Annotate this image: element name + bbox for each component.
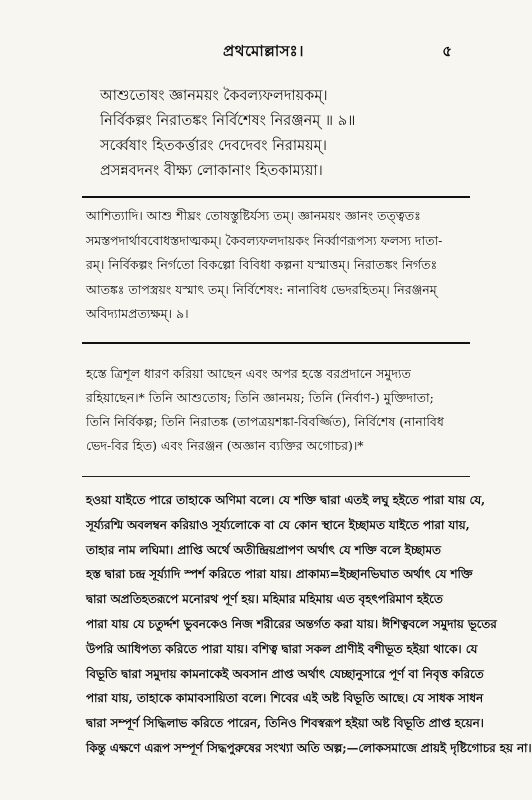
translation-line: হস্তে ত্রিশূল ধারণ করিয়া আছেন এবং অপর হস্তে বরপ্রদানে সমুদ্যত bbox=[86, 366, 411, 381]
footnote-line: দ্বারা অপ্রতিহতরূপে মনোরথ পূর্ণ হয়। মহিমার মহিমায় এত বৃহৎপরিমাণ হইতে bbox=[86, 592, 443, 607]
commentary-line: রম্। নির্বিকল্পং নির্গতো বিকল্পো বিবিধা কল্পনা যস্মাত্তম্। নিরাতঙ্কং নির্গতঃ bbox=[86, 257, 438, 272]
verse-line: সর্ব্বেষাং হিতকর্ত্তারং দেবদেবং নিরাময়ম্। bbox=[100, 138, 327, 154]
sanskrit-verses bbox=[100, 84, 500, 184]
verse-line: নির্বিকল্পং নিরাতঙ্কং নির্বিশেষং নিরঞ্জনম্ ॥ ৯॥ bbox=[100, 113, 356, 129]
section-divider bbox=[82, 196, 470, 198]
commentary-line: সমস্তপদার্থাববোধস্তদাত্মকম্। কৈবল্যফলদায়কং নির্ব্বাণরূপস্য ফলস্য দাতা- bbox=[86, 232, 443, 248]
translation-line: তিনি নির্বিকল্প; তিনি নিরাতঙ্ক (তাপত্রয়শঙ্কা-বিবর্জ্জিত), নির্বিশেষ (নানাবিধ bbox=[86, 414, 444, 429]
footnote-divider bbox=[82, 476, 470, 477]
footnote-line: পারা যায় যে চতুর্দ্দশ ভুবনকেও নিজ শরীরের অন্তর্গত করা যায়। ঈশিত্ববলে সমুদায় ভূতের bbox=[86, 616, 497, 631]
footnote-line: কিন্তু এক্ষণে এরূপ সম্পূর্ণ সিদ্ধপুরুষের সংখ্যা অতি অল্প;—লোকসমাজে প্রায়ই দৃষ্টিগোচর হয় না। bbox=[86, 740, 532, 755]
bengali-translation bbox=[86, 362, 472, 458]
commentary-line: অবিদ্যামপ্রত্যক্ষম্। ৯। bbox=[86, 306, 189, 321]
footnote-line: হস্ত দ্বারা চন্দ্র সূর্য্যাদি স্পর্শ করিতে পারা যায়। প্রাকাম্য=ইচ্ছানভিঘাত অর্থাৎ যে শক্তি bbox=[86, 567, 473, 582]
footnote-line: পারা যায়, তাহাকে কামাবসায়িতা বলে। শিবের এই অষ্ট বিভূতি আছে। যে সাধক সাধন bbox=[86, 691, 484, 706]
sanskrit-commentary bbox=[86, 204, 472, 327]
page-number: ৫ bbox=[442, 42, 452, 60]
footnote-line: হওয়া যাইতে পারে তাহাকে অণিমা বলে। যে শক্তি দ্বারা এতই লঘু হইতে পারা যায় যে, bbox=[86, 493, 486, 507]
footnote-line: সূর্য্যরশ্মি অবলম্বন করিয়াও সূর্য্যলোকে বা যে কোন স্থানে ইচ্ছামত যাইতে পারা যায়, bbox=[86, 517, 470, 532]
footnote-line: তাহার নাম লঘিমা। প্রাপ্তি অর্থে অতীন্দ্রিয়প্রাপণ অর্থাৎ যে শক্তি বলে ইচ্ছামত bbox=[86, 542, 441, 557]
translation-line: রহিয়াছেন।* তিনি আশুতোষ; তিনি জ্ঞানময়; তিনি (নির্বাণ-) মুক্তিদাতা; bbox=[86, 390, 434, 405]
verse-line: প্রসন্নবদনং বীক্ষ্য লোকানাং হিতকাম্যয়া। bbox=[100, 163, 323, 179]
footnote-line: বিভূতি দ্বারা সমুদায় কামনাকেই অবসান প্রাপ্ত অর্থাৎ যেচ্ছানুসারে পূর্ণ বা নিবৃত্ত করিতে bbox=[86, 666, 484, 681]
page-header bbox=[0, 40, 527, 64]
commentary-line: আতঙ্কঃ তাপস্ত্রয়ং যস্মাৎ তম্। নির্বিশেষং: নানাবিধ ভেদরহিতম্। নিরঞ্জনম্ bbox=[86, 281, 437, 297]
translation-line: ভেদ-বির হিত) এবং নিরঞ্জন (অজ্ঞান ব্যক্তির অগোচর)।* bbox=[86, 438, 364, 453]
footnote-line: উপরি আধিপত্য করিতে পারা যায়। বশিত্ব দ্বারা সকল প্রাণীই বশীভূত হইয়া থাকে। যে bbox=[86, 641, 478, 656]
footnotes bbox=[86, 488, 532, 761]
running-title: প্রথমোল্লাসঃ। bbox=[223, 42, 304, 60]
commentary-line: আশিত্যাদি। আশু শীঘ্রং তোষস্তুষ্টির্যস্য তম্। জ্ঞানময়ং জ্ঞানং তত্ত্বতঃ bbox=[86, 208, 421, 223]
verse-line: আশুতোষং জ্ঞানময়ং কৈবল্যফলদায়কম্। bbox=[100, 88, 328, 104]
footnote-line: দ্বারা সম্পূর্ণ সিদ্ধিলাভ করিতে পারেন, তিনিও শিবস্বরূপ হইয়া অষ্ট বিভূতি প্রাপ্ত হয়েন। bbox=[86, 716, 484, 731]
section-divider bbox=[82, 342, 470, 344]
